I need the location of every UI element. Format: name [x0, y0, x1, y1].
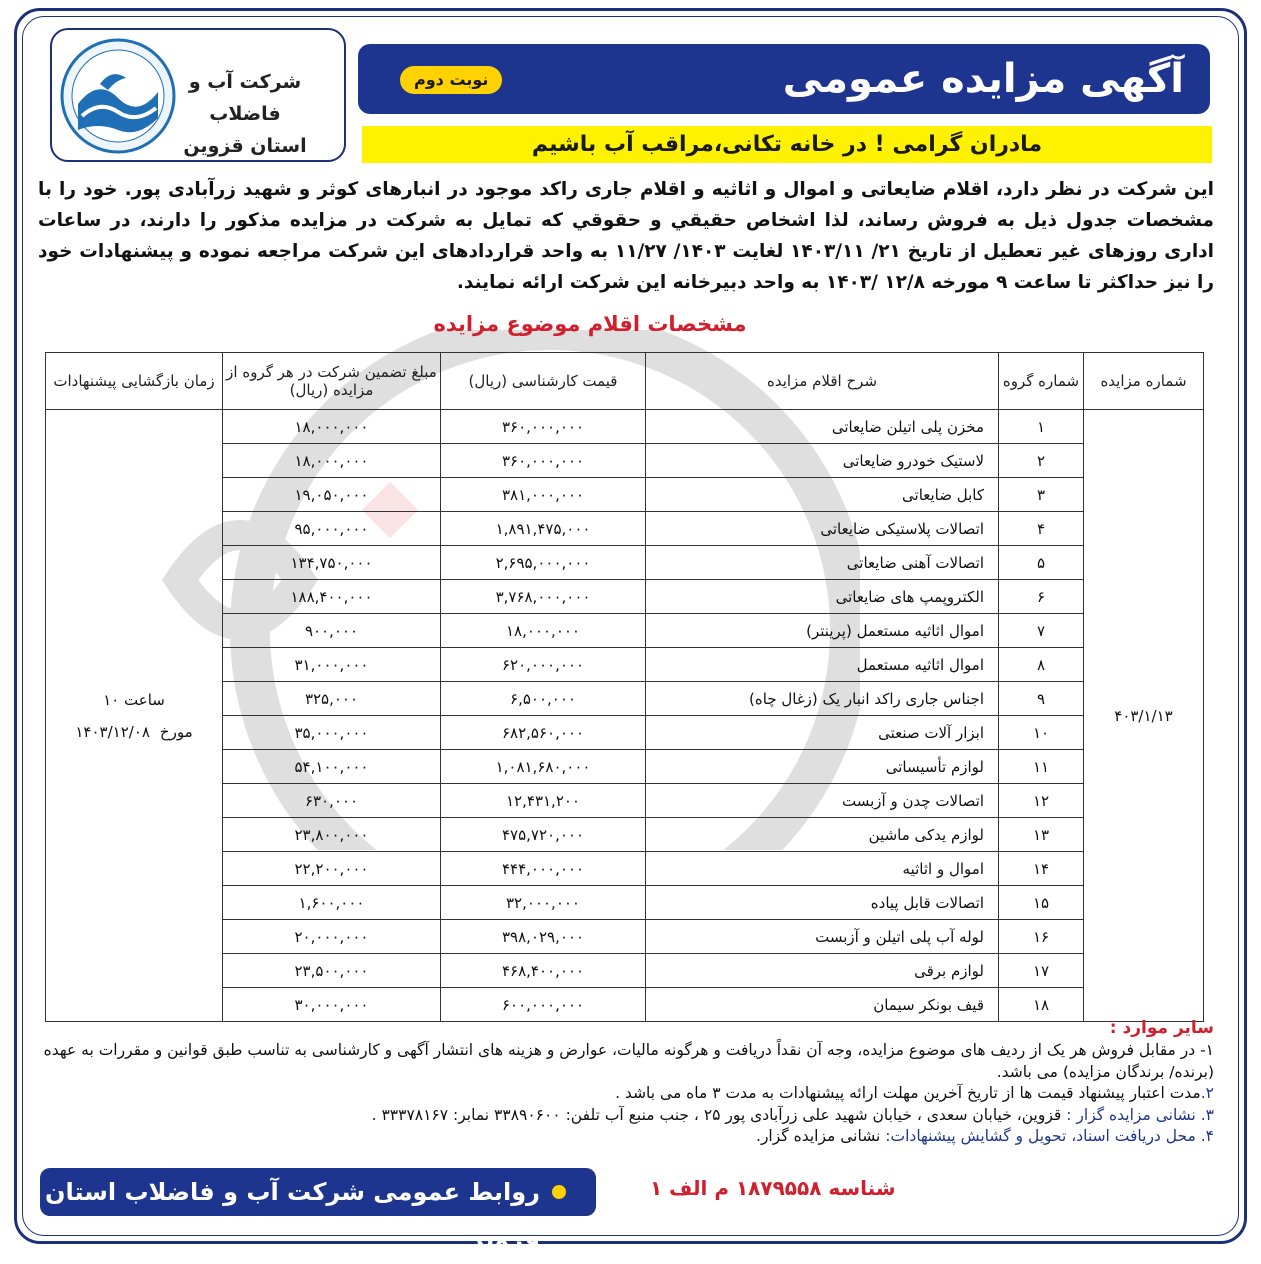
expert-price-cell: ۴۶۸,۴۰۰,۰۰۰: [441, 954, 646, 988]
description-cell: قیف بونکر سیمان: [646, 988, 999, 1022]
table-row: [46, 410, 1204, 444]
expert-price-cell: ۶۰۰,۰۰۰,۰۰۰: [441, 988, 646, 1022]
note-item-4: [38, 1126, 1214, 1148]
description-cell: الکتروپمپ های ضایعاتی: [646, 580, 999, 614]
footer-pr-bar: [40, 1168, 596, 1254]
expert-price-cell: ۳,۷۶۸,۰۰۰,۰۰۰: [441, 580, 646, 614]
group-cell: ۱: [999, 410, 1084, 444]
expert-price-cell: ۳۹۸,۰۲۹,۰۰۰: [441, 920, 646, 954]
table-subtitle: مشخصات اقلام موضوع مزایده: [433, 312, 747, 336]
group-cell: ۱۷: [999, 954, 1084, 988]
footer-ad-code: شناسه ۱۸۷۹۵۵۸ م الف ۱: [650, 1176, 896, 1200]
expert-price-cell: ۶,۵۰۰,۰۰۰: [441, 682, 646, 716]
description-cell: اموال اثاثیه مستعمل (پرینتر): [646, 614, 999, 648]
round-badge: نوبت دوم: [400, 66, 502, 94]
guarantee-cell: ۲۰,۰۰۰,۰۰۰: [223, 920, 441, 954]
group-cell: ۱۴: [999, 852, 1084, 886]
expert-price-cell: ۱۸,۰۰۰,۰۰۰: [441, 614, 646, 648]
group-cell: ۱۵: [999, 886, 1084, 920]
opening-hour: ساعت ۱۰: [103, 690, 165, 709]
guarantee-cell: ۶۳۰,۰۰۰: [223, 784, 441, 818]
description-cell: لوازم برقی: [646, 954, 999, 988]
group-cell: ۱۲: [999, 784, 1084, 818]
guarantee-cell: ۹۵,۰۰۰,۰۰۰: [223, 512, 441, 546]
opening-date: ۱۴۰۳/۱۲/۰۸: [75, 722, 150, 741]
company-name: [160, 66, 330, 162]
auction-number-cell: ۴۰۳/۱/۱۳: [1084, 410, 1204, 1022]
group-cell: ۱۰: [999, 716, 1084, 750]
guarantee-cell: ۹۰۰,۰۰۰: [223, 614, 441, 648]
header-opening-time: زمان بازگشایی پیشنهادات: [46, 353, 223, 410]
group-cell: ۱۶: [999, 920, 1084, 954]
bullet-icon: [552, 1185, 566, 1199]
description-cell: لاستیک خودرو ضایعاتی: [646, 444, 999, 478]
header-description: شرح اقلام مزایده: [646, 353, 999, 410]
guarantee-cell: ۵۴,۱۰۰,۰۰۰: [223, 750, 441, 784]
group-cell: ۵: [999, 546, 1084, 580]
description-cell: کابل ضایعاتی: [646, 478, 999, 512]
intro-paragraph: این شرکت در نظر دارد، اقلام ضایعاتی و اموال و اثاثیه و اقلام جاری راکد موجود در انبارهای کوثر و شهید زرآبادی پور. خود را با مشخصات جدول ذیل به فروش رساند، لذا اشخاص حقیقي و حقوقي که تمایل به شرکت در مزایده مذکور را دارند، در ساعات اداری روزهای غیر تعطیل از تاریخ ۲۱/ ۱۴۰۳/۱۱ لغایت ۱۴۰۳/ ۱۱/۲۷ به واحد قراردادهای این شرکت مراجعه نموده و پیشنهادات خود را نیز حداکثر تا ساعت ۹ مورخه ۱۲/۸ /۱۴۰۳ به واحد دبیرخانه این شرکت ارائه نمایند.: [38, 179, 1214, 293]
water-drop-wave-logo-icon: [60, 38, 176, 154]
guarantee-cell: ۲۲,۲۰۰,۰۰۰: [223, 852, 441, 886]
description-cell: اموال اثاثیه مستعمل: [646, 648, 999, 682]
note-item-3-text: قزوین، خیابان سعدی ، خیابان شهید علی زرآبادی پور ۲۵ ، جنب منبع آب تلفن: ۳۳۸۹۰۶۰۰ نمابر: ۳۳۳۷۸۱۶۷ .: [371, 1105, 1062, 1124]
group-cell: ۸: [999, 648, 1084, 682]
other-notes: [38, 1016, 1214, 1148]
guarantee-cell: ۱۸,۰۰۰,۰۰۰: [223, 410, 441, 444]
note-item-2-text: مدت اعتبار پیشنهاد قیمت ها از تاریخ آخرین مهلت ارائه پیشنهادات به مدت ۳ ماه می باشد .: [615, 1084, 1201, 1102]
note-item-2-key: ۲.: [1200, 1084, 1214, 1102]
note-item-4-key: ۴. محل دریافت اسناد، تحویل و گشایش پیشنهادات:: [885, 1127, 1214, 1145]
description-cell: لوله آب پلی اتیلن و آزبست: [646, 920, 999, 954]
group-cell: ۱۳: [999, 818, 1084, 852]
header-auction-no: شماره مزایده: [1084, 353, 1204, 410]
expert-price-cell: ۳۶۰,۰۰۰,۰۰۰: [441, 410, 646, 444]
company-name-line1: شرکت آب و فاضلاب: [188, 71, 302, 125]
guarantee-cell: ۱۳۴,۷۵۰,۰۰۰: [223, 546, 441, 580]
guarantee-cell: ۱,۶۰۰,۰۰۰: [223, 886, 441, 920]
description-cell: ابزار آلات صنعتی: [646, 716, 999, 750]
header-expert-price: قیمت کارشناسی (ریال): [441, 353, 646, 410]
expert-price-cell: ۶۸۲,۵۶۰,۰۰۰: [441, 716, 646, 750]
description-cell: لوازم تأسیساتی: [646, 750, 999, 784]
guarantee-cell: ۲۳,۸۰۰,۰۰۰: [223, 818, 441, 852]
group-cell: ۱۸: [999, 988, 1084, 1022]
opening-date-label: مورخ: [159, 722, 193, 741]
opening-time-cell: [46, 410, 223, 1022]
description-cell: اتصالات آهنی ضایعاتی: [646, 546, 999, 580]
header-group-no: شماره گروه: [999, 353, 1084, 410]
expert-price-cell: ۶۲۰,۰۰۰,۰۰۰: [441, 648, 646, 682]
note-item-3-key: ۳. نشانی مزایده گزار :: [1066, 1105, 1214, 1124]
description-cell: لوازم یدکی ماشین: [646, 818, 999, 852]
slogan-banner: مادران گرامی ! در خانه تکانی،مراقب آب باشیم: [362, 126, 1212, 163]
expert-price-cell: ۳۶۰,۰۰۰,۰۰۰: [441, 444, 646, 478]
company-logo-box: [50, 28, 346, 162]
group-cell: ۹: [999, 682, 1084, 716]
company-name-line2: استان قزوین: [183, 135, 307, 157]
description-cell: اجناس جاری راکد انبار یک (زغال چاه): [646, 682, 999, 716]
guarantee-cell: ۳۲۵,۰۰۰: [223, 682, 441, 716]
description-cell: اتصالات قابل پیاده: [646, 886, 999, 920]
expert-price-cell: ۲,۶۹۵,۰۰۰,۰۰۰: [441, 546, 646, 580]
opening-date-line: [46, 716, 222, 748]
group-cell: ۷: [999, 614, 1084, 648]
expert-price-cell: ۴۷۵,۷۲۰,۰۰۰: [441, 818, 646, 852]
description-cell: اتصالات چدن و آزبست: [646, 784, 999, 818]
expert-price-cell: ۳۸۱,۰۰۰,۰۰۰: [441, 478, 646, 512]
guarantee-cell: ۳۵,۰۰۰,۰۰۰: [223, 716, 441, 750]
note-item-3: [38, 1105, 1214, 1127]
expert-price-cell: ۴۴۴,۰۰۰,۰۰۰: [441, 852, 646, 886]
group-cell: ۲: [999, 444, 1084, 478]
guarantee-cell: ۱۸۸,۴۰۰,۰۰۰: [223, 580, 441, 614]
footer-pr-text: روابط عمومی شرکت آب و فاضلاب استان قزوین: [44, 1178, 540, 1254]
guarantee-cell: ۲۳,۵۰۰,۰۰۰: [223, 954, 441, 988]
group-cell: ۶: [999, 580, 1084, 614]
expert-price-cell: ۱,۸۹۱,۴۷۵,۰۰۰: [441, 512, 646, 546]
description-cell: اموال و اثاثیه: [646, 852, 999, 886]
description-cell: اتصالات پلاستیکی ضایعاتی: [646, 512, 999, 546]
note-item-4-text: نشانی مزایده گزار.: [756, 1127, 881, 1145]
guarantee-cell: ۳۱,۰۰۰,۰۰۰: [223, 648, 441, 682]
expert-price-cell: ۱۲,۴۳۱,۲۰۰: [441, 784, 646, 818]
expert-price-cell: ۳۲,۰۰۰,۰۰۰: [441, 886, 646, 920]
guarantee-cell: ۱۸,۰۰۰,۰۰۰: [223, 444, 441, 478]
group-cell: ۳: [999, 478, 1084, 512]
group-cell: ۱۱: [999, 750, 1084, 784]
page-title: آگهی مزایده عمومی: [782, 56, 1184, 102]
note-item-1: ۱- در مقابل فروش هر یک از ردیف های موضوع مزایده، وجه آن نقداً دریافت و هرگونه مالیات، عوارض و هزینه های انتشار آگهی و کارشناسی به تناسب طبق قوانین و مقررات به عهده (برنده/ برندگان مزایده) می باشد.: [43, 1041, 1214, 1081]
notes-heading: سایر موارد :: [1109, 1018, 1214, 1038]
group-cell: ۴: [999, 512, 1084, 546]
table-header-row: [46, 353, 1204, 410]
header-guarantee: مبلغ تضمین شرکت در هر گروه از مزایده (ریال): [223, 353, 441, 410]
description-cell: مخزن پلی اتیلن ضایعاتی: [646, 410, 999, 444]
guarantee-cell: ۳۰,۰۰۰,۰۰۰: [223, 988, 441, 1022]
expert-price-cell: ۱,۰۸۱,۶۸۰,۰۰۰: [441, 750, 646, 784]
title-banner: [358, 44, 1210, 114]
note-item-2: [38, 1083, 1214, 1105]
auction-items-table: [45, 352, 1204, 1022]
guarantee-cell: ۱۹,۰۵۰,۰۰۰: [223, 478, 441, 512]
